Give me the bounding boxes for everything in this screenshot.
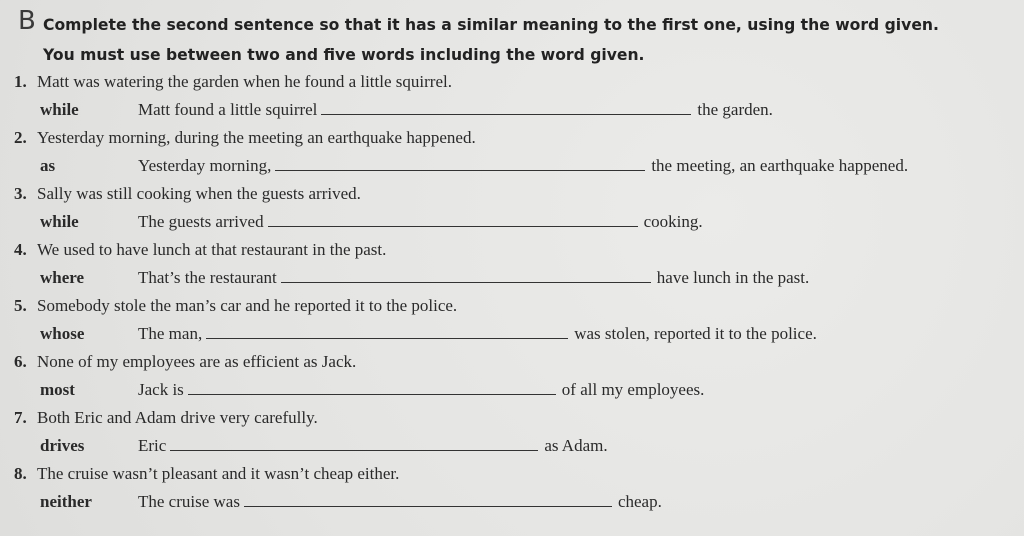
item-number: 8.	[14, 464, 27, 483]
answer-start: The guests arrived	[138, 212, 264, 231]
answer-blank[interactable]	[244, 492, 612, 507]
item-number: 2.	[14, 128, 27, 147]
answer-end: as Adam.	[544, 436, 608, 455]
answer-end: cooking.	[643, 212, 703, 231]
answer-start: Yesterday morning,	[138, 156, 272, 175]
item-number: 6.	[14, 352, 27, 371]
answer-end: the meeting, an earthquake happened.	[651, 156, 909, 175]
section-letter: B	[18, 6, 36, 36]
answer-end: was stolen, reported it to the police.	[574, 324, 817, 343]
keyword: whose	[40, 324, 85, 343]
item-number: 1.	[14, 72, 27, 91]
question-text: Matt was watering the garden when he found a little squirrel.	[37, 72, 452, 91]
keyword: drives	[40, 436, 85, 455]
item-number: 5.	[14, 296, 27, 315]
item-number: 3.	[14, 184, 27, 203]
answer-start: That’s the restaurant	[138, 268, 277, 287]
keyword: while	[40, 212, 79, 231]
answer-end: of all my employees.	[561, 380, 705, 399]
answer-blank[interactable]	[188, 380, 556, 395]
answer-blank[interactable]	[281, 268, 651, 283]
keyword: as	[40, 156, 56, 175]
instruction-line-1: Complete the second sentence so that it has a similar meaning to the first one, using the word given.	[43, 16, 939, 34]
answer-end: cheap.	[617, 492, 662, 511]
answer-start: The cruise was	[138, 492, 240, 511]
answer-start: The man,	[138, 324, 203, 343]
answer-blank[interactable]	[170, 436, 538, 451]
answer-start: Matt found a little squirrel	[138, 100, 318, 119]
keyword: most	[40, 380, 75, 399]
question-text: Yesterday morning, during the meeting an earthquake happened.	[37, 128, 476, 147]
item-number: 4.	[14, 240, 27, 259]
question-text: Both Eric and Adam drive very carefully.	[37, 408, 318, 427]
answer-blank[interactable]	[275, 156, 645, 171]
answer-end: the garden.	[697, 100, 773, 119]
answer-blank[interactable]	[268, 212, 638, 227]
instruction-line-2: You must use between two and five words including the word given.	[43, 46, 645, 64]
question-text: The cruise wasn’t pleasant and it wasn’t cheap either.	[37, 464, 400, 483]
question-text: Somebody stole the man’s car and he reported it to the police.	[37, 296, 458, 315]
answer-start: Jack is	[138, 380, 184, 399]
question-text: None of my employees are as efficient as Jack.	[37, 352, 357, 371]
answer-blank[interactable]	[321, 100, 691, 115]
question-text: Sally was still cooking when the guests arrived.	[37, 184, 361, 203]
exercise-header	[18, 8, 1008, 68]
question-text: We used to have lunch at that restaurant in the past.	[37, 240, 387, 259]
answer-end: have lunch in the past.	[656, 268, 810, 287]
keyword: where	[40, 268, 85, 287]
answer-blank[interactable]	[206, 324, 568, 339]
answer-start: Eric	[138, 436, 167, 455]
item-number: 7.	[14, 408, 27, 427]
keyword: while	[40, 100, 79, 119]
keyword: neither	[40, 492, 92, 511]
